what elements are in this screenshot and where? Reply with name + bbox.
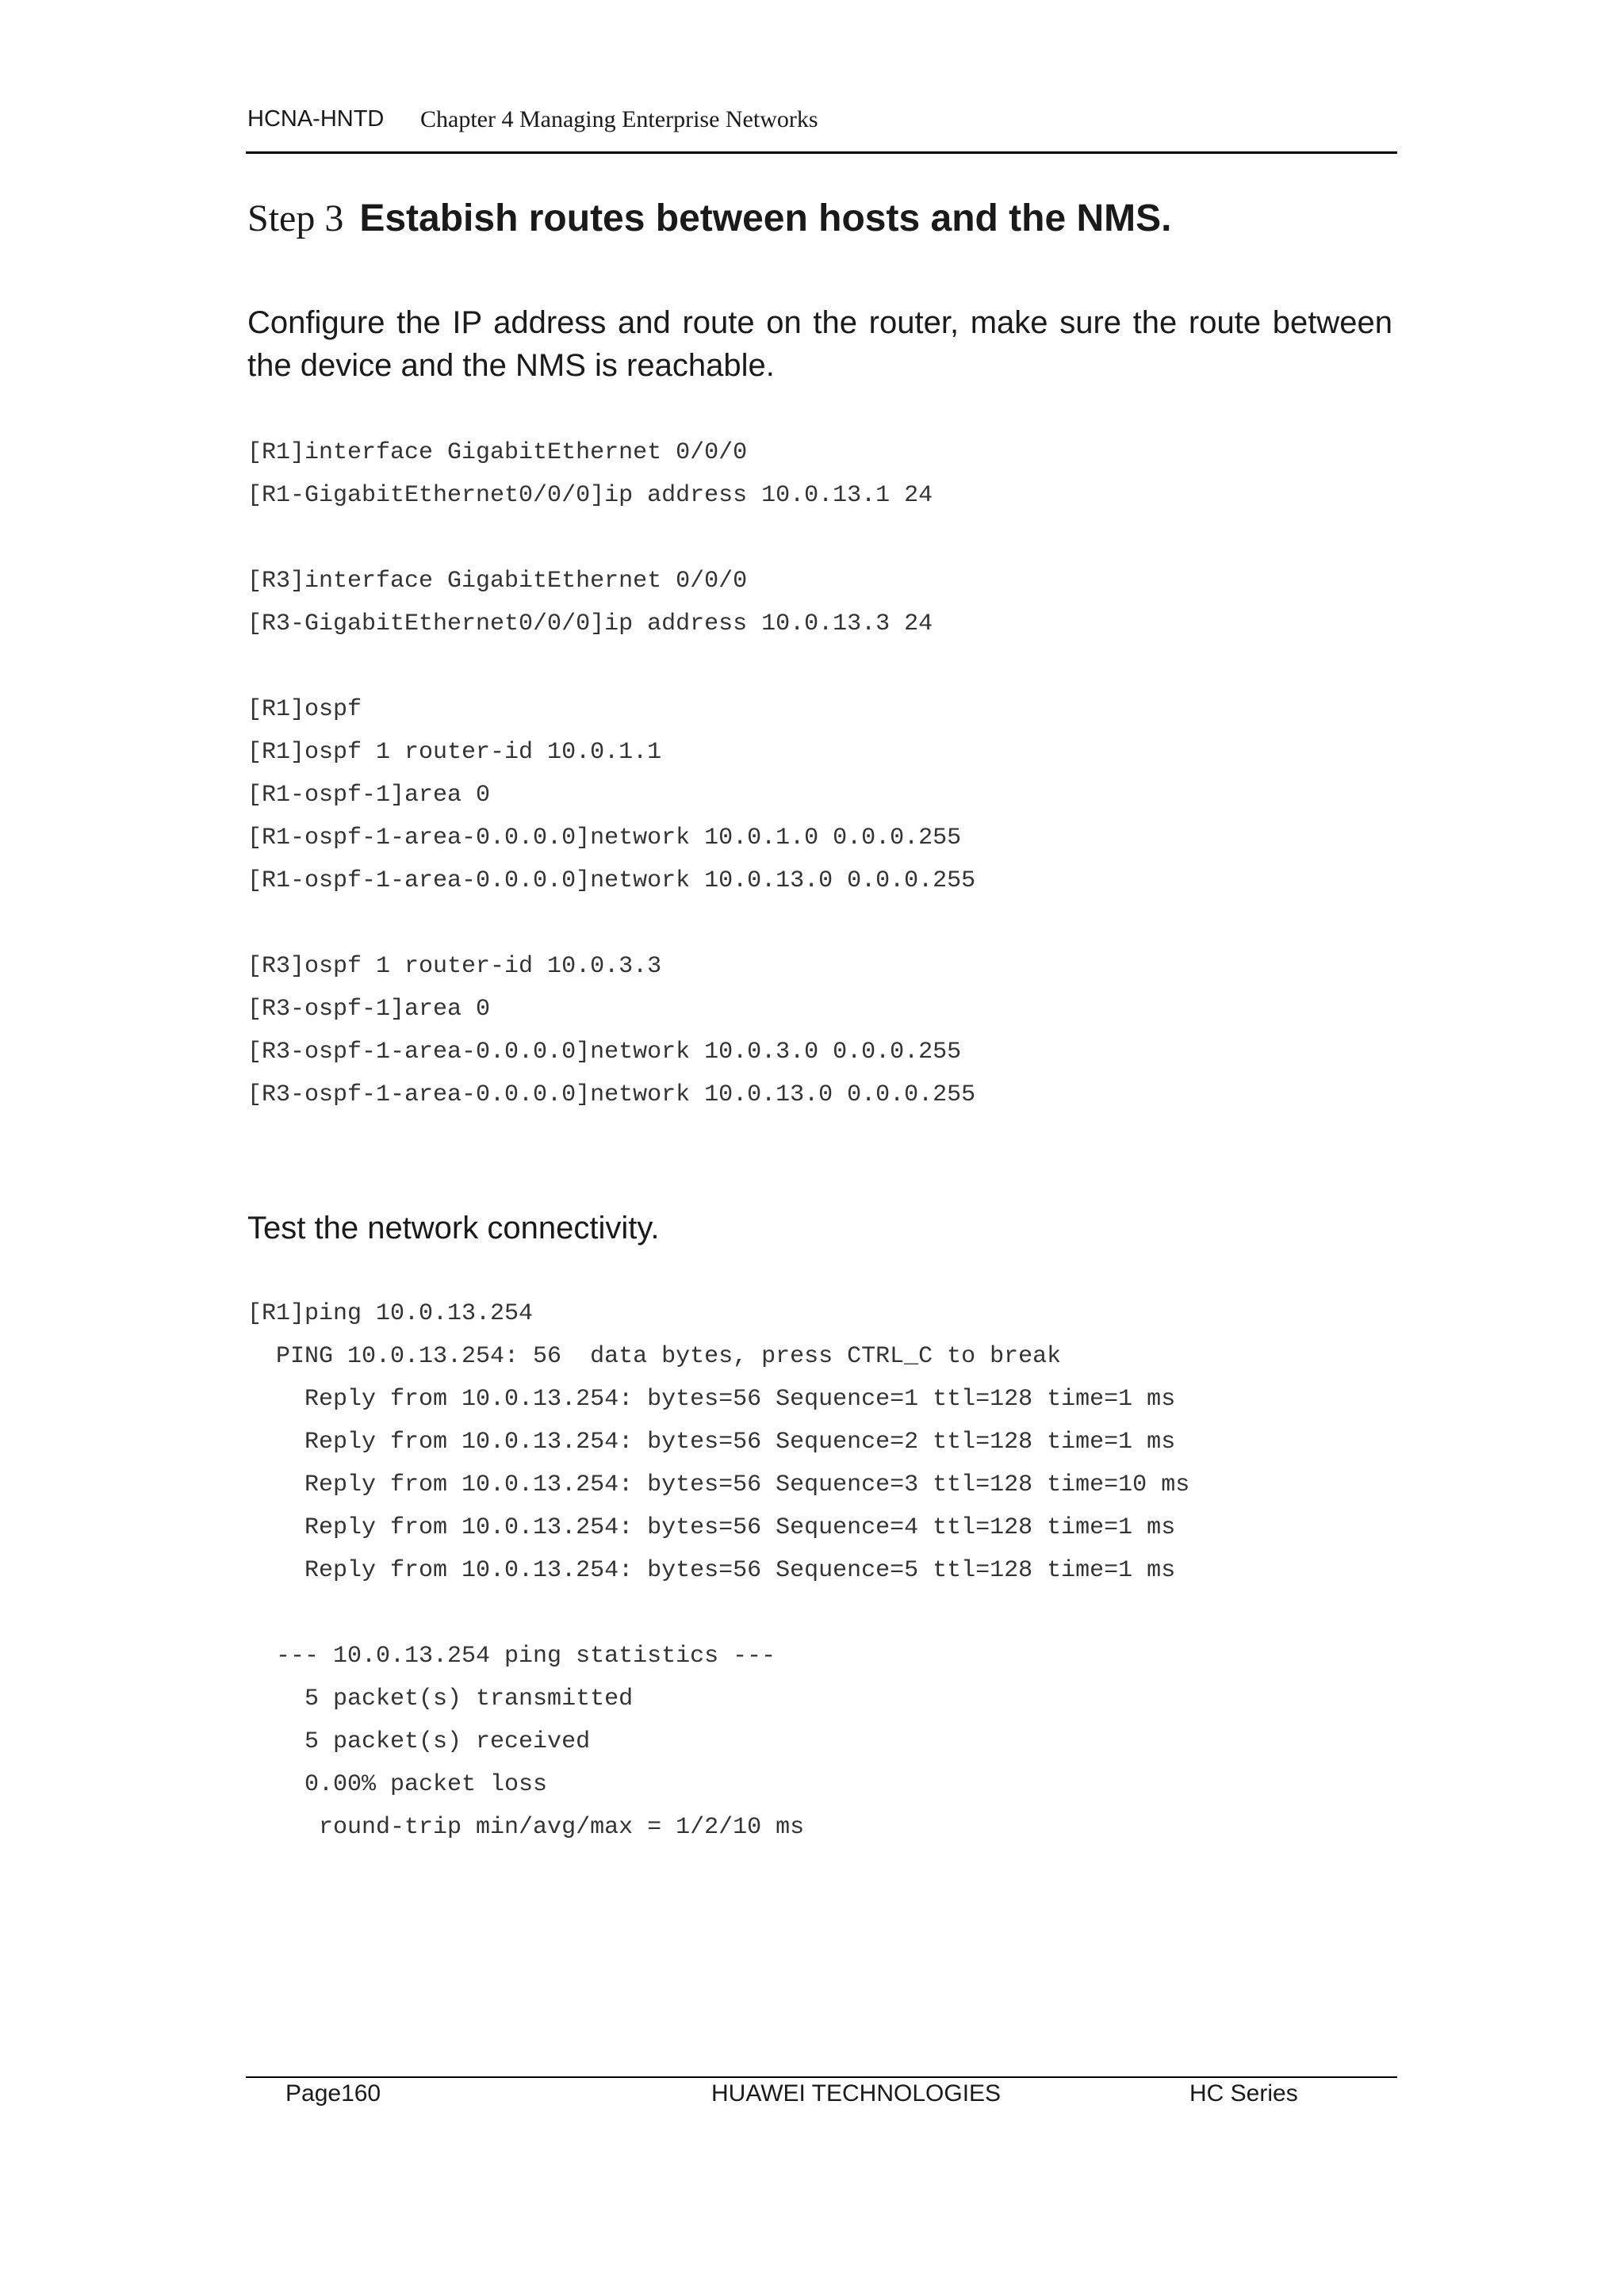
code-blank-line — [247, 1592, 1189, 1635]
code-line: [R3-ospf-1-area-0.0.0.0]network 10.0.3.0 0.0.0.255 — [247, 1039, 962, 1066]
code-line: [R1]ospf — [247, 696, 362, 723]
company-name: HUAWEI TECHNOLOGIES — [711, 2080, 1002, 2107]
code-line: [R1]ping 10.0.13.254 — [247, 1300, 534, 1327]
code-line: [R1-ospf-1-area-0.0.0.0]network 10.0.13.0 0.0.0.255 — [247, 867, 976, 894]
page-number: Page160 — [285, 2080, 381, 2107]
course-code: HCNA-HNTD — [247, 106, 385, 132]
footer-divider — [246, 2076, 1397, 2078]
code-line: 0.00% packet loss — [247, 1771, 548, 1798]
code-line: [R3]ospf 1 router-id 10.0.3.3 — [247, 953, 662, 980]
code-line: [R1]ospf 1 router-id 10.0.1.1 — [247, 739, 662, 766]
code-line: Reply from 10.0.13.254: bytes=56 Sequence=4 ttl=128 time=1 ms — [247, 1514, 1176, 1541]
step-title: Estabish routes between hosts and the NMS. — [359, 197, 1172, 239]
code-line: --- 10.0.13.254 ping statistics --- — [247, 1643, 776, 1670]
code-blank-line — [247, 645, 975, 688]
code-line: [R1-ospf-1-area-0.0.0.0]network 10.0.1.0 0.0.0.255 — [247, 825, 962, 851]
code-line: [R1-ospf-1]area 0 — [247, 782, 491, 809]
code-line: Reply from 10.0.13.254: bytes=56 Sequence=2 ttl=128 time=1 ms — [247, 1429, 1176, 1456]
series-name: HC Series — [1189, 2080, 1298, 2107]
code-line: [R3]interface GigabitEthernet 0/0/0 — [247, 568, 748, 595]
code-line: [R3-ospf-1-area-0.0.0.0]network 10.0.13.0 0.0.0.255 — [247, 1081, 976, 1108]
code-line: PING 10.0.13.254: 56 data bytes, press CTRL_C to break — [247, 1343, 1062, 1370]
code-line: 5 packet(s) transmitted — [247, 1686, 634, 1712]
code-line: [R1]interface GigabitEthernet 0/0/0 — [247, 439, 748, 466]
step-number: Step 3 — [247, 197, 344, 239]
ping-output-block — [247, 1292, 1189, 1849]
chapter-title: Chapter 4 Managing Enterprise Networks — [420, 106, 818, 132]
code-blank-line — [247, 517, 975, 560]
code-line: round-trip min/avg/max = 1/2/10 ms — [247, 1814, 805, 1841]
step-heading — [247, 197, 1172, 240]
code-line: [R1-GigabitEthernet0/0/0]ip address 10.0.13.1 24 — [247, 482, 933, 509]
header-divider — [246, 151, 1397, 154]
code-line: Reply from 10.0.13.254: bytes=56 Sequence=5 ttl=128 time=1 ms — [247, 1557, 1176, 1584]
code-line: [R3-ospf-1]area 0 — [247, 996, 491, 1023]
test-paragraph: Test the network connectivity. — [247, 1211, 660, 1246]
config-code-block — [247, 431, 975, 1116]
code-line: Reply from 10.0.13.254: bytes=56 Sequence=1 ttl=128 time=1 ms — [247, 1386, 1176, 1413]
code-blank-line — [247, 902, 975, 945]
code-line: 5 packet(s) received — [247, 1728, 591, 1755]
code-line: [R3-GigabitEthernet0/0/0]ip address 10.0.13.3 24 — [247, 610, 933, 637]
code-line: Reply from 10.0.13.254: bytes=56 Sequence=3 ttl=128 time=10 ms — [247, 1471, 1190, 1498]
intro-paragraph: Configure the IP address and route on the router, make sure the route between the device and the NMS is reachable. — [247, 305, 1392, 383]
page-header — [247, 103, 1397, 151]
